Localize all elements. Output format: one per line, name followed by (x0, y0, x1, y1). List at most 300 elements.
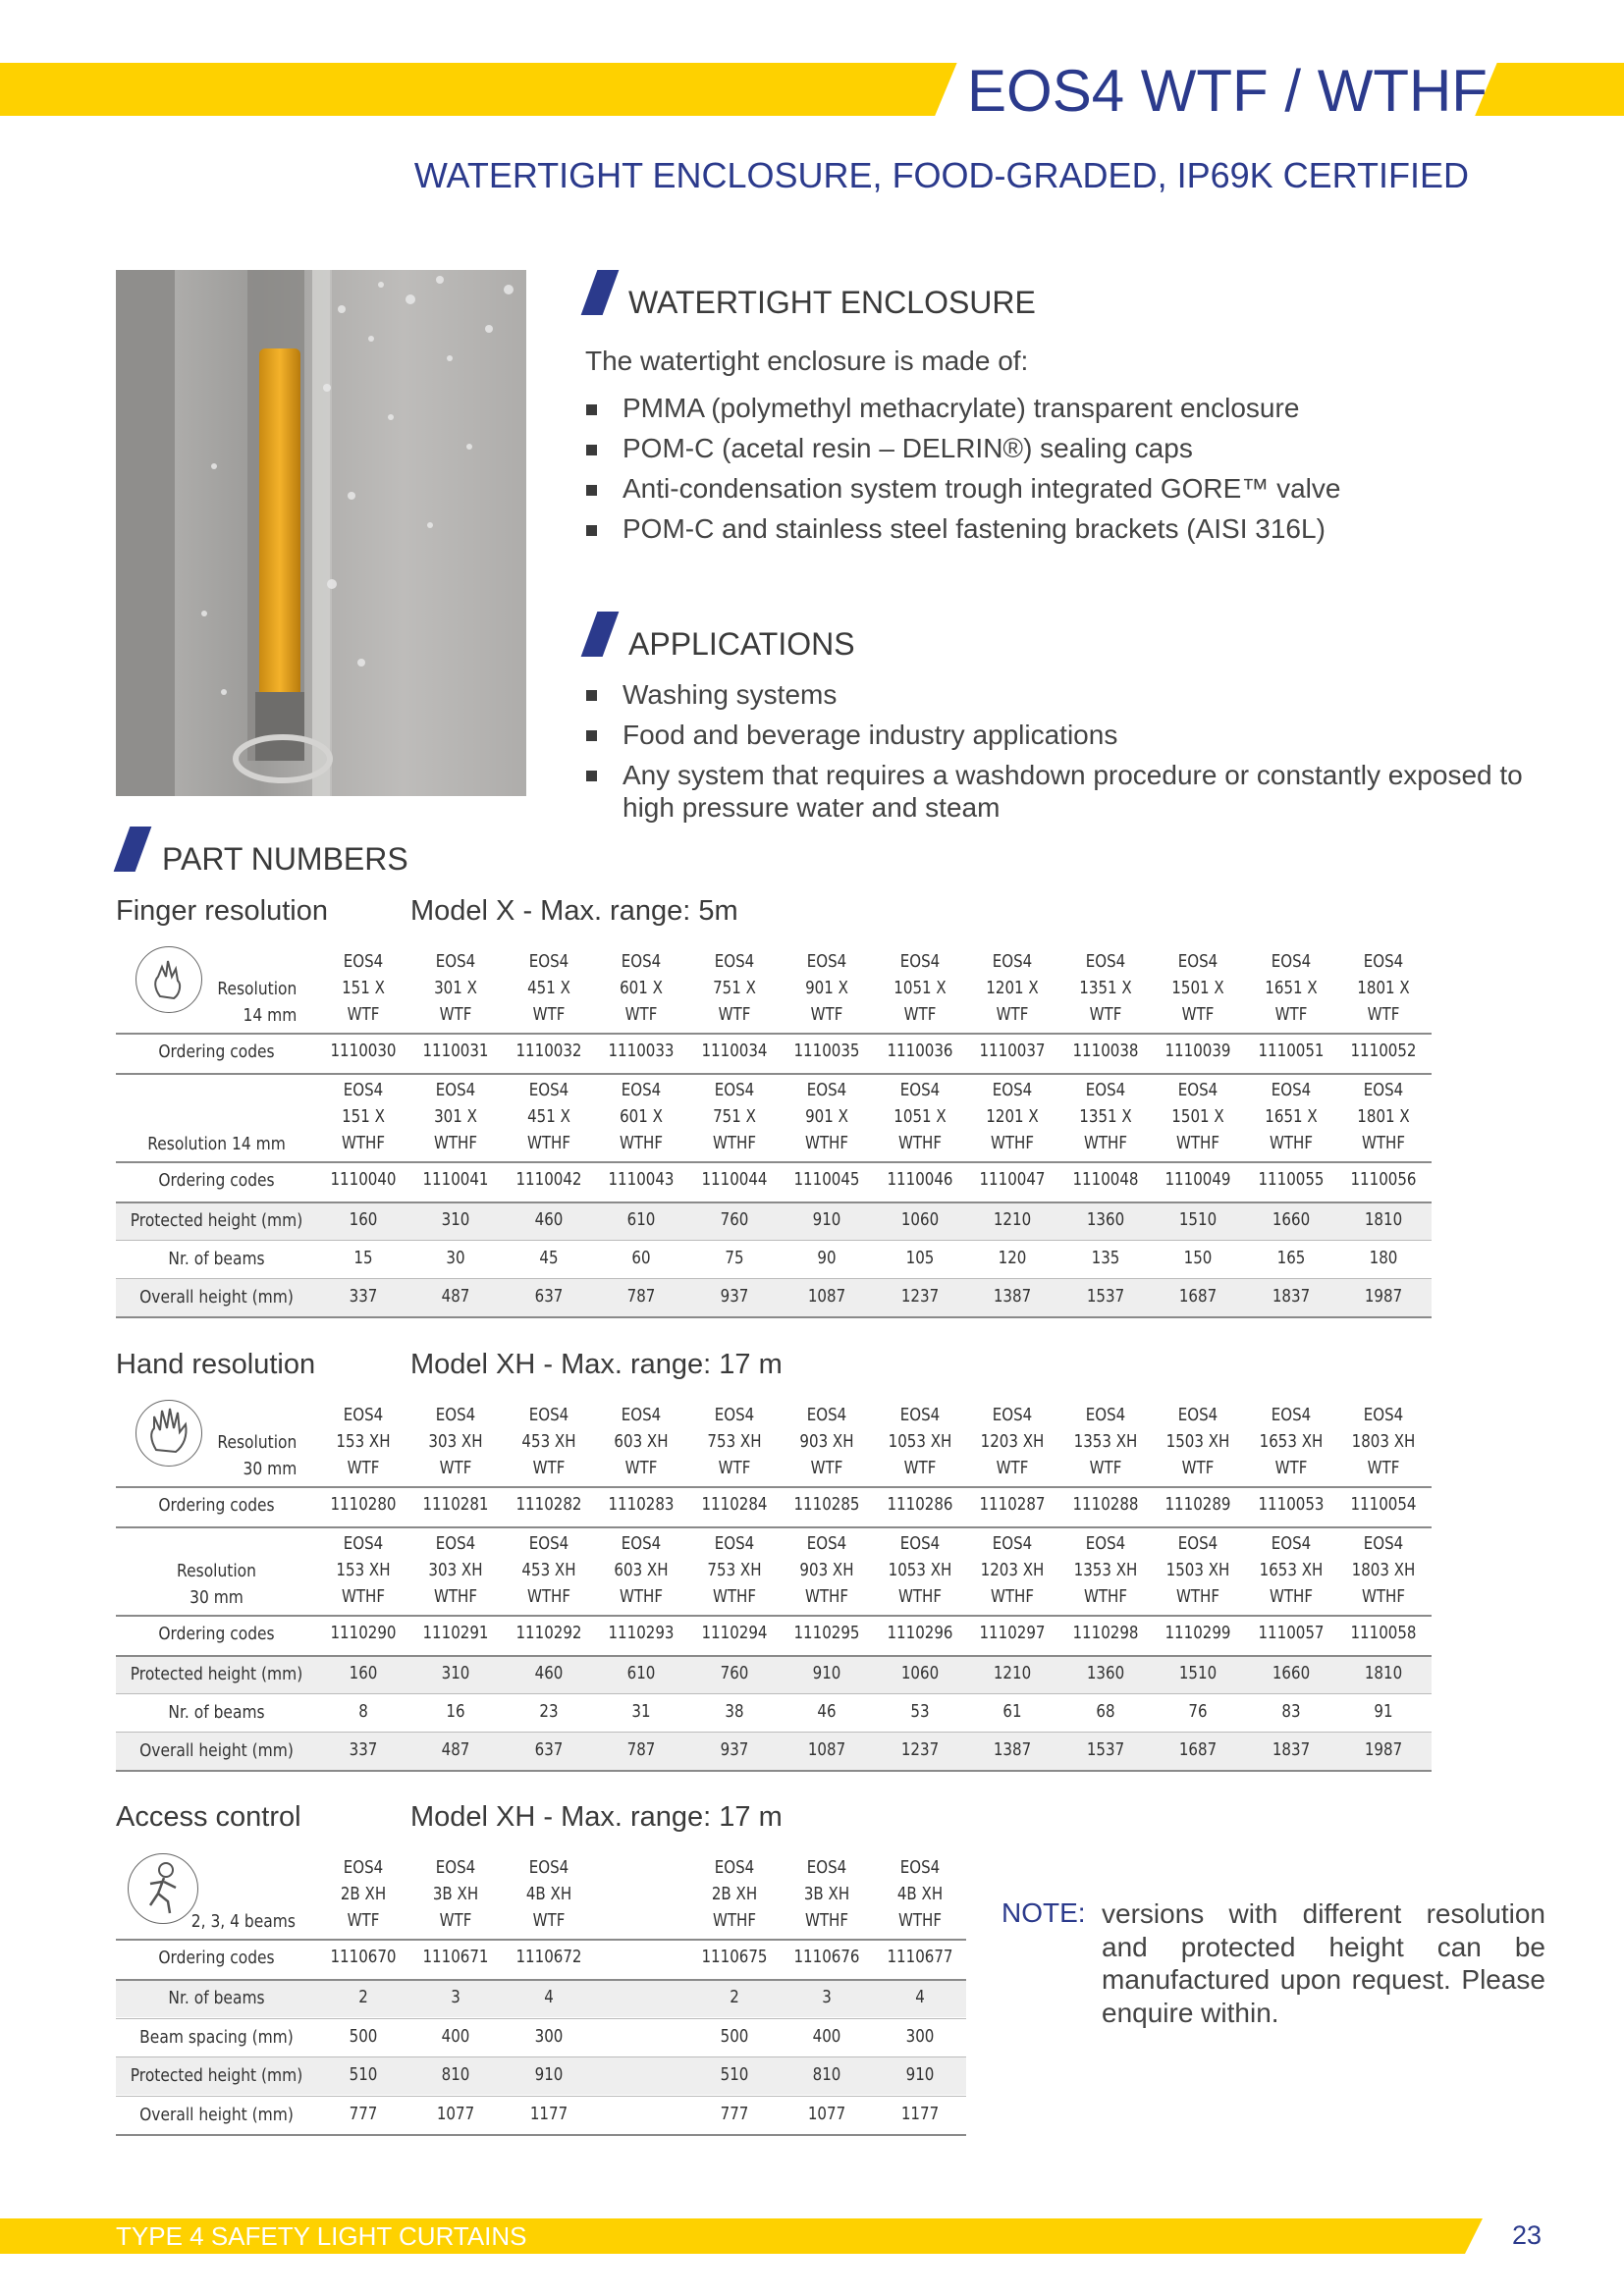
table-cell: EOS4 (1363, 1406, 1404, 1425)
table-rule (116, 1615, 1432, 1617)
row-label: Nr. of beams (168, 1702, 265, 1723)
table-cell: 165 (1276, 1249, 1306, 1268)
table-cell: WTF (347, 1459, 380, 1478)
table-cell: EOS4 (1271, 1406, 1312, 1425)
section-title-part-numbers: PART NUMBERS (162, 841, 408, 877)
table-cell: 180 (1369, 1249, 1398, 1268)
table-cell: WTF (810, 1005, 843, 1025)
table-cell: 120 (998, 1249, 1027, 1268)
row-label: Ordering codes (158, 1948, 275, 1968)
table-cell: WTF (1367, 1005, 1400, 1025)
table-cell: 1110051 (1258, 1041, 1325, 1061)
bullet (586, 690, 597, 701)
table-cell: 1060 (900, 1664, 940, 1683)
table-cell: 1660 (1272, 1664, 1311, 1683)
table-cell: WTF (1089, 1459, 1122, 1478)
table-cell: 23 (539, 1702, 559, 1722)
table-cell: 1510 (1178, 1664, 1218, 1683)
table-cell: 1660 (1272, 1210, 1311, 1230)
row-label: Ordering codes (158, 1624, 275, 1644)
table-rule (116, 1979, 966, 1981)
table-cell: 1110041 (422, 1170, 489, 1190)
table-cell: EOS4 (621, 1534, 662, 1554)
row-label: Protected height (mm) (130, 1210, 303, 1231)
table-cell: 1353 XH (1073, 1561, 1138, 1580)
table-cell: EOS4 (899, 1534, 941, 1554)
table-cell: WTF (996, 1005, 1029, 1025)
table-cell: 1653 XH (1259, 1561, 1324, 1580)
table-cell: 83 (1281, 1702, 1301, 1722)
table-cell: EOS4 (343, 1081, 384, 1100)
table-cell: WTHF (433, 1134, 478, 1153)
table-cell: 1510 (1178, 1210, 1218, 1230)
table-cell: 300 (534, 2026, 564, 2047)
table-cell: 1110053 (1258, 1495, 1325, 1515)
table-cell: WTHF (1361, 1134, 1406, 1153)
table-cell: 1501 X (1171, 979, 1224, 998)
table-cell: EOS4 (621, 952, 662, 972)
table-cell: WTF (903, 1459, 937, 1478)
table-cell: WTHF (712, 1911, 757, 1931)
table-cell: 1110049 (1164, 1170, 1231, 1190)
table-cell: EOS4 (992, 1534, 1033, 1554)
table-cell: 1110281 (422, 1495, 489, 1515)
table-cell: 337 (349, 1287, 378, 1307)
table-cell: 3 (822, 1988, 832, 2007)
table-cell: 303 XH (428, 1561, 483, 1580)
table-cell: 1987 (1364, 1740, 1403, 1760)
table-cell: WTF (624, 1005, 658, 1025)
table-cell: 751 X (713, 979, 756, 998)
table-cell: 910 (534, 2065, 564, 2085)
table-cell: 1110034 (701, 1041, 768, 1061)
table-cell: 90 (817, 1249, 837, 1268)
row-label: Resolution (177, 1561, 256, 1581)
table-cell: WTF (439, 1911, 472, 1931)
heading-accent (581, 612, 620, 657)
table-cell: 1210 (993, 1210, 1032, 1230)
table-cell: 1110057 (1258, 1624, 1325, 1643)
table-cell: WTHF (619, 1587, 664, 1607)
page-title: EOS4 WTF / WTHF (967, 58, 1488, 124)
row-label: Nr. of beams (168, 1988, 265, 2008)
table-cell: EOS4 (621, 1081, 662, 1100)
table-cell: 751 X (713, 1107, 756, 1127)
table-cell: 1110670 (330, 1948, 397, 1967)
table-cell: EOS4 (992, 1081, 1033, 1100)
table-cell: 1110283 (608, 1495, 675, 1515)
table-rule (116, 1033, 1432, 1035)
table-cell: WTHF (1175, 1134, 1220, 1153)
table-cell: EOS4 (528, 1406, 569, 1425)
table-rule (116, 1073, 1432, 1075)
table-cell: 1110289 (1164, 1495, 1231, 1515)
table-cell: 1053 XH (888, 1432, 952, 1452)
table-cell: 777 (349, 2104, 378, 2124)
row-label: Overall height (mm) (139, 1740, 294, 1761)
table-cell: 1110032 (515, 1041, 582, 1061)
table-cell: EOS4 (1085, 1081, 1126, 1100)
table-cell: 777 (720, 2104, 749, 2124)
table-cell: 637 (534, 1740, 564, 1760)
table-cell: 451 X (527, 979, 570, 998)
table-cell: 1801 X (1357, 979, 1410, 998)
table-cell: 400 (441, 2026, 470, 2047)
table-cell: WTF (1181, 1005, 1215, 1025)
resolution-value: 30 mm (243, 1459, 298, 1479)
table-rule (116, 1655, 1432, 1657)
table-cell: 1110297 (979, 1624, 1046, 1643)
table-cell: 75 (725, 1249, 744, 1268)
table-cell: WTHF (619, 1134, 664, 1153)
table-cell: WTHF (1269, 1134, 1314, 1153)
table-cell: EOS4 (714, 1534, 755, 1554)
table-cell: 460 (534, 1210, 564, 1230)
table-cell: 303 XH (428, 1432, 483, 1452)
table-cell: 1237 (900, 1287, 940, 1307)
enclosure-item: POM-C (acetal resin – DELRIN®) sealing caps (623, 433, 1193, 463)
table-cell: 1651 X (1265, 979, 1318, 998)
table-rule (116, 2134, 966, 2136)
table-cell: 910 (905, 2065, 935, 2085)
table-rule (116, 1161, 1432, 1163)
table-cell: EOS4 (714, 1406, 755, 1425)
table-cell: 1110033 (608, 1041, 675, 1061)
table-cell: EOS4 (435, 1081, 476, 1100)
table-cell: 400 (812, 2026, 841, 2047)
table-cell: 603 XH (614, 1561, 669, 1580)
table-cell: 310 (441, 1664, 470, 1683)
table-cell: WTF (439, 1459, 472, 1478)
table-cell: 160 (349, 1664, 378, 1683)
table-cell: 1387 (993, 1740, 1032, 1760)
table-cell: EOS4 (435, 952, 476, 972)
table-cell: 1351 X (1079, 979, 1132, 998)
table-cell: 1803 XH (1351, 1432, 1416, 1452)
table-cell: EOS4 (1271, 1081, 1312, 1100)
table-cell: 1651 X (1265, 1107, 1318, 1127)
table-cell: 1837 (1272, 1287, 1311, 1307)
table-cell: 500 (349, 2026, 378, 2047)
table-cell: WTHF (341, 1587, 386, 1607)
table-cell: WTF (439, 1005, 472, 1025)
enclosure-item: POM-C and stainless steel fastening brackets (AISI 316L) (623, 513, 1326, 544)
table-cell: 68 (1096, 1702, 1115, 1722)
application-item: Food and beverage industry applications (623, 720, 1118, 750)
table-cell: 487 (441, 1287, 470, 1307)
enclosure-intro: The watertight enclosure is made of: (585, 346, 1029, 376)
product-photo (116, 270, 526, 796)
table-cell: 1110044 (701, 1170, 768, 1190)
table-cell: 30 (446, 1249, 465, 1268)
table-cell: 1110296 (887, 1624, 953, 1643)
table-cell: 3B XH (432, 1885, 479, 1904)
table-cell: 8 (358, 1702, 368, 1722)
table-cell: 487 (441, 1740, 470, 1760)
table-cell: 1537 (1086, 1740, 1125, 1760)
table-cell: 1537 (1086, 1287, 1125, 1307)
table-cell: EOS4 (714, 1081, 755, 1100)
table-cell: 1110671 (422, 1948, 489, 1967)
table-cell: EOS4 (435, 1406, 476, 1425)
row-label: Resolution 14 mm (147, 1134, 286, 1154)
table-cell: 3B XH (803, 1885, 850, 1904)
table-cell: WTF (903, 1005, 937, 1025)
table-cell: 1077 (436, 2104, 475, 2124)
table-cell: 1810 (1364, 1210, 1403, 1230)
table-cell: 1110299 (1164, 1624, 1231, 1643)
table-cell: WTF (532, 1459, 566, 1478)
hand-resolution-title: Hand resolution (116, 1349, 316, 1380)
row-label: Ordering codes (158, 1495, 275, 1516)
access-model-range: Model XH - Max. range: 17 m (410, 1801, 783, 1833)
table-cell: 135 (1091, 1249, 1120, 1268)
table-cell: 1803 XH (1351, 1561, 1416, 1580)
row-label: 30 mm (189, 1587, 244, 1608)
table-cell: 60 (631, 1249, 651, 1268)
table-cell: 2 (730, 1988, 739, 2007)
table-cell: 1110047 (979, 1170, 1046, 1190)
table-cell: 937 (720, 1287, 749, 1307)
table-cell: 460 (534, 1664, 564, 1683)
table-cell: WTHF (433, 1587, 478, 1607)
table-cell: EOS4 (899, 952, 941, 972)
row-label: Overall height (mm) (139, 1287, 294, 1308)
table-cell: 1087 (807, 1287, 846, 1307)
table-cell: 2B XH (340, 1885, 387, 1904)
table-cell: 1110043 (608, 1170, 675, 1190)
table-cell: 760 (720, 1210, 749, 1230)
row-label: Ordering codes (158, 1041, 275, 1062)
table-cell: WTF (624, 1459, 658, 1478)
table-cell: 1110286 (887, 1495, 953, 1515)
row-label: Beam spacing (mm) (139, 2026, 294, 2048)
table-cell: 1110672 (515, 1948, 582, 1967)
table-cell: 1360 (1086, 1664, 1125, 1683)
table-cell: 510 (349, 2065, 378, 2085)
table-cell: 337 (349, 1740, 378, 1760)
table-cell: WTHF (990, 1587, 1035, 1607)
table-cell: 453 XH (521, 1561, 576, 1580)
table-cell: 151 X (342, 979, 385, 998)
finger-icon (135, 946, 202, 1013)
table-cell: 810 (812, 2065, 841, 2085)
table-cell: 760 (720, 1664, 749, 1683)
table-cell: WTHF (1269, 1587, 1314, 1607)
table-cell: WTHF (341, 1134, 386, 1153)
table-cell: 1201 X (986, 979, 1039, 998)
table-cell: WTHF (1083, 1587, 1128, 1607)
table-rule (116, 1486, 1432, 1488)
table-cell: 1201 X (986, 1107, 1039, 1127)
table-cell: EOS4 (1177, 952, 1218, 972)
table-cell: EOS4 (621, 1406, 662, 1425)
table-cell: 753 XH (707, 1432, 762, 1452)
table-cell: 937 (720, 1740, 749, 1760)
table-cell: WTF (1089, 1005, 1122, 1025)
table-cell: WTHF (1361, 1587, 1406, 1607)
table-cell: 150 (1183, 1249, 1213, 1268)
table-cell: 810 (441, 2065, 470, 2085)
table-cell: WTF (532, 1005, 566, 1025)
table-cell: 901 X (805, 1107, 848, 1127)
table-cell: 753 XH (707, 1561, 762, 1580)
heading-accent (581, 270, 620, 315)
note-text: versions with different resolution and protected height can be manufactured upon request. Please enquire within. (1102, 1898, 1545, 2028)
table-cell: 500 (720, 2026, 749, 2047)
table-cell: 1110056 (1350, 1170, 1417, 1190)
table-cell: EOS4 (1085, 952, 1126, 972)
table-cell: 160 (349, 1210, 378, 1230)
table-cell: EOS4 (528, 1534, 569, 1554)
table-cell: EOS4 (714, 1858, 755, 1878)
table-cell: EOS4 (343, 952, 384, 972)
application-item-cont: high pressure water and steam (623, 792, 1001, 823)
table-cell: EOS4 (528, 952, 569, 972)
table-cell: WTF (810, 1459, 843, 1478)
bullet (586, 404, 597, 415)
table-cell: 61 (1002, 1702, 1022, 1722)
table-cell: EOS4 (714, 952, 755, 972)
table-cell: 1687 (1178, 1740, 1218, 1760)
table-cell: 1110676 (793, 1948, 860, 1967)
note-label: NOTE: (1001, 1897, 1086, 1928)
table-cell: 601 X (620, 1107, 663, 1127)
table-cell: 1501 X (1171, 1107, 1224, 1127)
table-cell: 1653 XH (1259, 1432, 1324, 1452)
table-cell: 76 (1188, 1702, 1208, 1722)
table-cell: 1110293 (608, 1624, 675, 1643)
table-cell: 1110039 (1164, 1041, 1231, 1061)
table-rule (116, 1693, 1432, 1694)
finger-model-range: Model X - Max. range: 5m (410, 895, 738, 927)
table-cell: 451 X (527, 1107, 570, 1127)
row-label: Protected height (mm) (130, 2065, 303, 2086)
enclosure-item: PMMA (polymethyl methacrylate) transparent enclosure (623, 393, 1300, 423)
table-cell: 1077 (807, 2104, 846, 2124)
table-cell: 46 (817, 1702, 837, 1722)
table-cell: 610 (626, 1664, 656, 1683)
table-cell: 1353 XH (1073, 1432, 1138, 1452)
table-cell: 610 (626, 1210, 656, 1230)
table-cell: 1060 (900, 1210, 940, 1230)
table-cell: 1110055 (1258, 1170, 1325, 1190)
beams-label: 2, 3, 4 beams (190, 1911, 296, 1932)
table-cell: 2B XH (711, 1885, 758, 1904)
table-cell: WTHF (526, 1587, 571, 1607)
table-rule (116, 2056, 966, 2057)
table-cell: 105 (905, 1249, 935, 1268)
table-cell: WTHF (526, 1134, 571, 1153)
row-label: Ordering codes (158, 1170, 275, 1191)
table-cell: 4 (544, 1988, 554, 2007)
table-cell: 1203 XH (980, 1561, 1045, 1580)
table-cell: 1051 X (893, 979, 947, 998)
table-cell: EOS4 (343, 1858, 384, 1878)
table-cell: 1110298 (1072, 1624, 1139, 1643)
table-cell: 1110031 (422, 1041, 489, 1061)
table-cell: 15 (353, 1249, 373, 1268)
table-cell: EOS4 (1363, 1081, 1404, 1100)
bullet (586, 485, 597, 496)
table-rule (116, 2018, 966, 2019)
table-cell: 1110675 (701, 1948, 768, 1967)
application-item: Any system that requires a washdown procedure or constantly exposed to (623, 760, 1523, 790)
table-cell: EOS4 (1177, 1406, 1218, 1425)
application-item: Washing systems (623, 679, 838, 710)
table-cell: EOS4 (528, 1081, 569, 1100)
table-cell: EOS4 (435, 1534, 476, 1554)
table-cell: EOS4 (899, 1858, 941, 1878)
table-cell: WTHF (804, 1911, 849, 1931)
table-cell: 637 (534, 1287, 564, 1307)
table-cell: 301 X (434, 979, 477, 998)
resolution-label: Resolution (217, 1432, 298, 1453)
table-cell: 1110040 (330, 1170, 397, 1190)
hand-model-range: Model XH - Max. range: 17 m (410, 1349, 783, 1380)
table-cell: EOS4 (992, 952, 1033, 972)
table-cell: 38 (725, 1702, 744, 1722)
table-cell: EOS4 (435, 1858, 476, 1878)
table-cell: 1110291 (422, 1624, 489, 1643)
table-cell: 1110058 (1350, 1624, 1417, 1643)
table-cell: 910 (812, 1210, 841, 1230)
table-cell: WTHF (1083, 1134, 1128, 1153)
table-cell: 1801 X (1357, 1107, 1410, 1127)
table-cell: 1687 (1178, 1287, 1218, 1307)
table-cell: 1110294 (701, 1624, 768, 1643)
table-cell: WTHF (1175, 1587, 1220, 1607)
table-cell: EOS4 (899, 1406, 941, 1425)
hand-icon (135, 1400, 202, 1467)
bullet (586, 525, 597, 536)
table-cell: WTF (1274, 1459, 1308, 1478)
table-rule (116, 2096, 966, 2097)
table-rule (116, 1939, 966, 1941)
page-number: 23 (1512, 2220, 1543, 2250)
table-rule (116, 1278, 1432, 1279)
table-cell: 1110030 (330, 1041, 397, 1061)
table-cell: 1110284 (701, 1495, 768, 1515)
table-cell: 310 (441, 1210, 470, 1230)
table-cell: 4 (915, 1988, 925, 2007)
section-title-enclosure: WATERTIGHT ENCLOSURE (628, 285, 1036, 320)
table-cell: EOS4 (1177, 1534, 1218, 1554)
table-cell: WTF (532, 1911, 566, 1931)
access-control-title: Access control (116, 1801, 301, 1833)
table-cell: WTHF (990, 1134, 1035, 1153)
table-rule (116, 1240, 1432, 1241)
table-cell: EOS4 (806, 1081, 847, 1100)
table-cell: 1110282 (515, 1495, 582, 1515)
page-subtitle: WATERTIGHT ENCLOSURE, FOOD-GRADED, IP69K CERTIFIED (413, 155, 1469, 195)
row-label: Nr. of beams (168, 1249, 265, 1269)
table-cell: 31 (631, 1702, 651, 1722)
table-cell: 903 XH (799, 1432, 854, 1452)
table-cell: 1110285 (793, 1495, 860, 1515)
table-cell: 45 (539, 1249, 559, 1268)
bullet (586, 771, 597, 781)
table-cell: 910 (812, 1664, 841, 1683)
table-cell: 1837 (1272, 1740, 1311, 1760)
table-cell: 3 (451, 1988, 460, 2007)
table-cell: EOS4 (806, 952, 847, 972)
table-cell: 153 XH (336, 1432, 391, 1452)
table-cell: 91 (1374, 1702, 1393, 1722)
row-label: Protected height (mm) (130, 1664, 303, 1684)
table-cell: WTF (718, 1459, 751, 1478)
table-cell: 603 XH (614, 1432, 669, 1452)
